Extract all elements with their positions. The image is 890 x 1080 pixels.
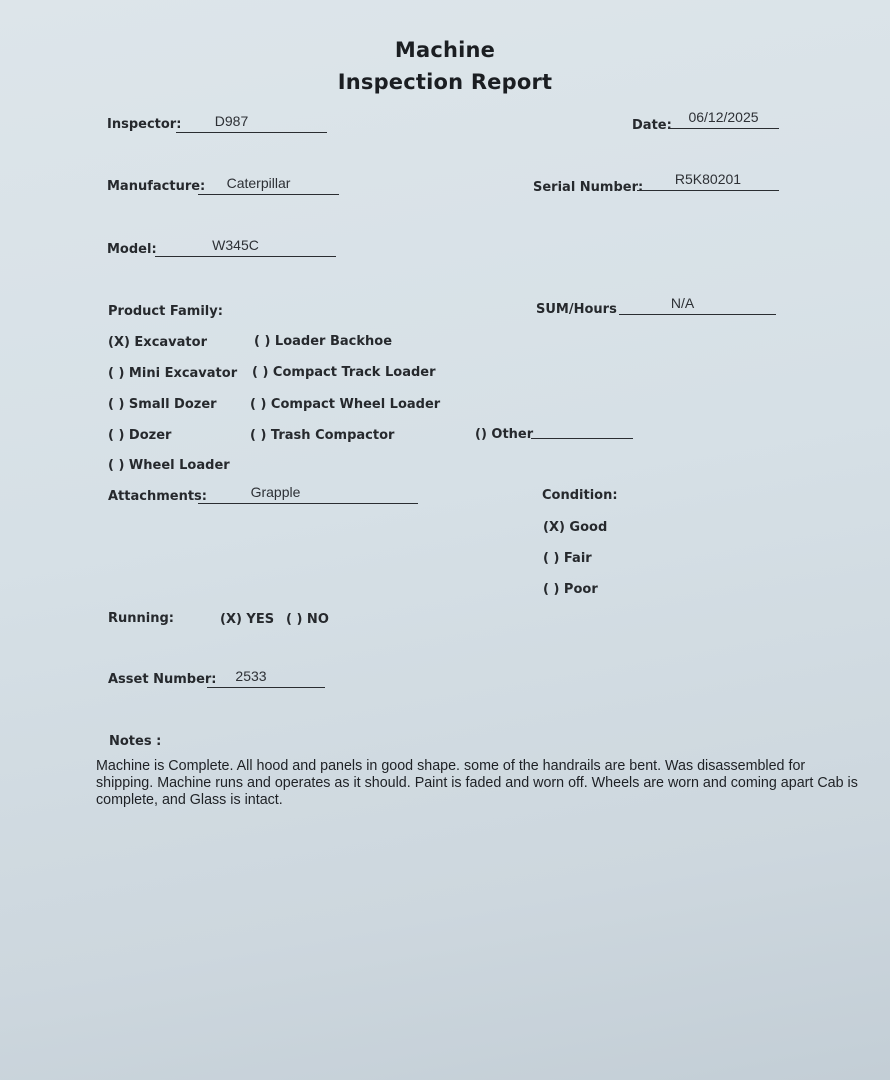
option-mini-excavator[interactable]: ( ) Mini Excavator <box>108 366 238 381</box>
attachments-label: Attachments: <box>108 489 207 504</box>
asset-number-label: Asset Number: <box>108 672 217 687</box>
date-label: Date: <box>632 118 672 133</box>
option-other[interactable]: () Other <box>475 427 534 442</box>
condition-label: Condition: <box>542 488 618 503</box>
notes-label: Notes : <box>109 734 162 749</box>
notes-text: Machine is Complete. All hood and panels in good shape. some of the handrails are bent. Was disassembled for shipping. Machine runs and operates as it should. Paint is faded and worn off. Wheels are worn and coming apart Cab is complete, and Glass is intact. <box>96 758 858 808</box>
asset-number-field[interactable] <box>207 668 325 688</box>
option-dozer[interactable]: ( ) Dozer <box>108 428 172 443</box>
model-label: Model: <box>107 242 157 257</box>
condition-good[interactable]: (X) Good <box>543 520 608 535</box>
condition-poor[interactable]: ( ) Poor <box>543 582 598 597</box>
running-no[interactable]: ( ) NO <box>286 612 329 627</box>
attachments-value: Grapple <box>250 484 301 500</box>
attachments-field[interactable] <box>198 484 418 504</box>
serial-number-label: Serial Number: <box>533 180 644 195</box>
manufacture-label: Manufacture: <box>107 179 206 194</box>
running-yes[interactable]: (X) YES <box>220 612 275 627</box>
manufacture-value: Caterpillar <box>226 175 291 191</box>
inspector-field[interactable] <box>176 113 327 133</box>
date-field[interactable] <box>668 109 779 129</box>
inspector-value: D987 <box>214 113 249 129</box>
option-compact-track-loader[interactable]: ( ) Compact Track Loader <box>252 365 436 380</box>
option-wheel-loader[interactable]: ( ) Wheel Loader <box>108 458 230 473</box>
manufacture-field[interactable] <box>198 175 339 195</box>
report-title-line1: Machine <box>394 38 496 62</box>
option-trash-compactor[interactable]: ( ) Trash Compactor <box>250 428 395 443</box>
serial-number-value: R5K80201 <box>674 171 742 187</box>
asset-number-value: 2533 <box>235 668 267 684</box>
smu-hours-field[interactable] <box>619 295 776 315</box>
product-family-label: Product Family: <box>108 304 223 319</box>
other-field[interactable] <box>531 422 633 439</box>
model-value: W345C <box>212 237 259 253</box>
model-field[interactable] <box>155 237 336 257</box>
option-small-dozer[interactable]: ( ) Small Dozer <box>108 397 217 412</box>
report-title-line2: Inspection Report <box>337 70 553 94</box>
inspector-label: Inspector: <box>107 117 182 132</box>
running-label: Running: <box>108 611 174 626</box>
option-loader-backhoe[interactable]: ( ) Loader Backhoe <box>254 334 393 349</box>
option-compact-wheel-loader[interactable]: ( ) Compact Wheel Loader <box>250 397 441 412</box>
smu-hours-label: SUM/Hours <box>536 302 617 317</box>
smu-hours-value: N/A <box>670 295 695 311</box>
condition-fair[interactable]: ( ) Fair <box>543 551 592 566</box>
serial-number-field[interactable] <box>637 171 779 191</box>
option-excavator[interactable]: (X) Excavator <box>108 335 207 350</box>
date-value: 06/12/2025 <box>688 109 759 125</box>
